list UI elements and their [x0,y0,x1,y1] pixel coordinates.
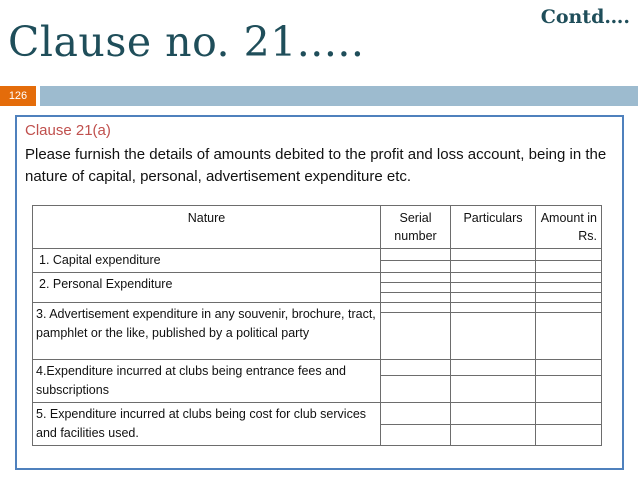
amount-cell [536,283,602,293]
contd-label: Contd…. [540,6,630,28]
serial-cell [381,249,451,261]
table-row [33,249,602,261]
clause-heading: Clause 21(a) [25,122,111,139]
particulars-cell [451,273,536,283]
amount-cell [536,403,602,425]
table-row [33,303,602,313]
particulars-cell [451,424,536,446]
header-amount: Amount in Rs. [536,206,602,249]
table-header-row [33,206,602,249]
amount-cell [536,375,602,402]
slide-title: Clause no. 21..... [8,18,365,66]
amount-cell [536,273,602,283]
serial-cell [381,261,451,273]
serial-cell [381,360,451,376]
header-nature: Nature [33,206,381,249]
serial-cell [381,313,451,360]
amount-cell [536,249,602,261]
serial-cell [381,273,451,283]
page-number: 126 [0,86,36,106]
header-particulars: Particulars [451,206,536,249]
header-divider-bar [40,86,638,106]
table-row [33,273,602,283]
particulars-cell [451,261,536,273]
serial-cell [381,375,451,402]
particulars-cell [451,283,536,293]
particulars-cell [451,403,536,425]
row-nature-club-services: 5. Expenditure incurred at clubs being cost for club services and facilities used. [33,403,381,446]
amount-cell [536,424,602,446]
particulars-cell [451,375,536,402]
row-nature-capital: 1. Capital expenditure [33,249,381,273]
serial-cell [381,283,451,293]
particulars-cell [451,303,536,313]
amount-cell [536,360,602,376]
particulars-cell [451,313,536,360]
clause-description: Please furnish the details of amounts debited to the profit and loss account, being in the nature of capital, personal, advertisement expenditure etc. [25,146,607,185]
serial-cell [381,293,451,303]
expenditure-table [32,205,602,446]
serial-cell [381,303,451,313]
particulars-cell [451,360,536,376]
row-nature-advertisement: 3. Advertisement expenditure in any souvenir, brochure, tract, pamphlet or the like, published by a political party [33,303,381,360]
amount-cell [536,293,602,303]
row-nature-personal: 2. Personal Expenditure [33,273,381,303]
particulars-cell [451,293,536,303]
table-row [33,403,602,425]
serial-cell [381,424,451,446]
amount-cell [536,303,602,313]
particulars-cell [451,249,536,261]
serial-cell [381,403,451,425]
header-serial-number: Serial number [381,206,451,249]
table-row [33,360,602,376]
row-nature-club-fees: 4.Expenditure incurred at clubs being entrance fees and subscriptions [33,360,381,403]
amount-cell [536,313,602,360]
amount-cell [536,261,602,273]
